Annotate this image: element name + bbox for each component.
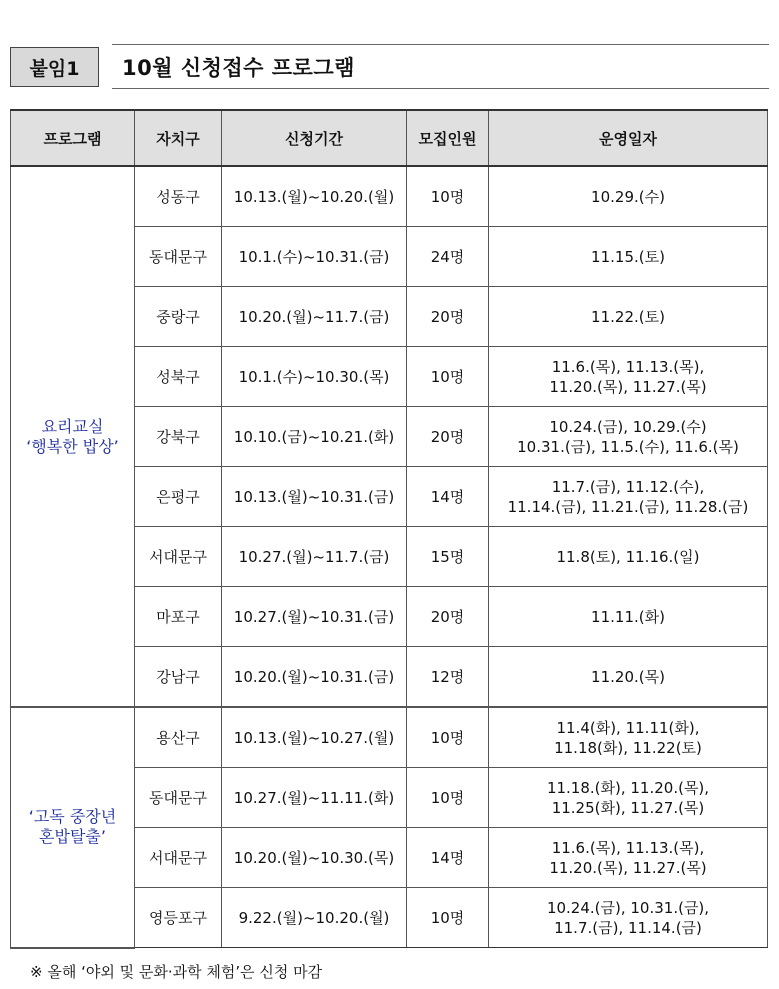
district-cell: 중랑구 bbox=[135, 287, 222, 347]
operation-dates-cell bbox=[489, 166, 768, 227]
column-header-program: 프로그램 bbox=[11, 110, 135, 166]
capacity-cell: 10명 bbox=[407, 347, 489, 407]
table-header-row bbox=[11, 110, 768, 166]
capacity-cell: 14명 bbox=[407, 828, 489, 888]
operation-date-line: 11.18(화), 11.22(토) bbox=[554, 738, 702, 757]
capacity-cell: 20명 bbox=[407, 407, 489, 467]
district-cell: 동대문구 bbox=[135, 768, 222, 828]
application-period-cell: 10.13.(월)~10.31.(금) bbox=[222, 467, 407, 527]
operation-date-line: 11.20.(목), 11.27.(목) bbox=[549, 858, 707, 877]
operation-date-line: 11.4(화), 11.11(화), bbox=[556, 718, 700, 737]
program-name-line: ‘고독 중장년 bbox=[28, 807, 117, 827]
capacity-cell: 10명 bbox=[407, 166, 489, 227]
application-period-cell: 10.27.(월)~11.11.(화) bbox=[222, 768, 407, 828]
title-rule-bottom bbox=[112, 88, 769, 89]
capacity-cell: 24명 bbox=[407, 227, 489, 287]
application-period-cell: 10.20.(월)~10.31.(금) bbox=[222, 647, 407, 708]
table-row bbox=[11, 166, 768, 227]
application-period-cell: 10.20.(월)~10.30.(목) bbox=[222, 828, 407, 888]
capacity-cell: 10명 bbox=[407, 707, 489, 768]
operation-date-line: 11.8(토), 11.16.(일) bbox=[556, 547, 700, 566]
attachment-badge: 붙임1 bbox=[10, 47, 99, 87]
page-title: 10월 신청접수 프로그램 bbox=[122, 56, 355, 80]
operation-date-line: 11.25(화), 11.27.(목) bbox=[551, 798, 705, 817]
operation-dates-cell bbox=[489, 347, 768, 407]
district-cell: 영등포구 bbox=[135, 888, 222, 948]
operation-dates-cell bbox=[489, 467, 768, 527]
operation-date-line: 11.7.(금), 11.14.(금) bbox=[554, 918, 702, 937]
application-period-cell: 10.13.(월)~10.20.(월) bbox=[222, 166, 407, 227]
district-cell: 성북구 bbox=[135, 347, 222, 407]
column-header-capacity: 모집인원 bbox=[407, 110, 489, 166]
program-name-cell bbox=[11, 707, 135, 948]
operation-dates-cell bbox=[489, 888, 768, 948]
operation-dates-cell bbox=[489, 227, 768, 287]
operation-date-line: 10.24.(금), 10.31.(금), bbox=[546, 898, 710, 917]
capacity-cell: 15명 bbox=[407, 527, 489, 587]
operation-date-line: 11.7.(금), 11.12.(수), bbox=[551, 477, 705, 496]
operation-date-line: 10.24.(금), 10.29.(수) bbox=[549, 417, 707, 436]
district-cell: 성동구 bbox=[135, 166, 222, 227]
operation-dates-cell bbox=[489, 647, 768, 708]
operation-date-line: 11.15.(토) bbox=[591, 247, 665, 266]
operation-date-line: 11.20.(목), 11.27.(목) bbox=[549, 377, 707, 396]
table-body bbox=[11, 166, 768, 948]
application-period-cell: 10.1.(수)~10.31.(금) bbox=[222, 227, 407, 287]
operation-date-line: 11.14.(금), 11.21.(금), 11.28.(금) bbox=[507, 497, 749, 516]
application-period-cell: 10.27.(월)~10.31.(금) bbox=[222, 587, 407, 647]
operation-dates-cell bbox=[489, 407, 768, 467]
district-cell: 용산구 bbox=[135, 707, 222, 768]
program-name-line: ‘행복한 밥상’ bbox=[26, 436, 119, 456]
program-name-cell bbox=[11, 166, 135, 707]
application-period-cell: 10.10.(금)~10.21.(화) bbox=[222, 407, 407, 467]
district-cell: 서대문구 bbox=[135, 527, 222, 587]
column-header-district: 자치구 bbox=[135, 110, 222, 166]
application-period-cell: 10.20.(월)~11.7.(금) bbox=[222, 287, 407, 347]
operation-date-line: 11.20.(목) bbox=[591, 667, 665, 686]
operation-dates-cell bbox=[489, 587, 768, 647]
operation-date-line: 10.31.(금), 11.5.(수), 11.6.(목) bbox=[517, 437, 739, 456]
program-name-line: 요리교실 bbox=[41, 416, 104, 436]
operation-dates-cell bbox=[489, 768, 768, 828]
operation-date-line: 11.18.(화), 11.20.(목), bbox=[546, 778, 710, 797]
operation-date-line: 11.6.(목), 11.13.(목), bbox=[551, 357, 705, 376]
district-cell: 강북구 bbox=[135, 407, 222, 467]
application-period-cell: 10.27.(월)~11.7.(금) bbox=[222, 527, 407, 587]
program-name-line: 혼밥탈출’ bbox=[39, 827, 106, 847]
capacity-cell: 20명 bbox=[407, 287, 489, 347]
application-period-cell: 10.13.(월)~10.27.(월) bbox=[222, 707, 407, 768]
capacity-cell: 10명 bbox=[407, 768, 489, 828]
program-schedule-table bbox=[10, 109, 768, 949]
capacity-cell: 10명 bbox=[407, 888, 489, 948]
operation-dates-cell bbox=[489, 287, 768, 347]
application-period-cell: 10.1.(수)~10.30.(목) bbox=[222, 347, 407, 407]
title-rule-top bbox=[112, 44, 769, 45]
column-header-dates: 운영일자 bbox=[489, 110, 768, 166]
district-cell: 강남구 bbox=[135, 647, 222, 708]
capacity-cell: 12명 bbox=[407, 647, 489, 708]
column-header-period: 신청기간 bbox=[222, 110, 407, 166]
district-cell: 은평구 bbox=[135, 467, 222, 527]
district-cell: 서대문구 bbox=[135, 828, 222, 888]
capacity-cell: 14명 bbox=[407, 467, 489, 527]
application-period-cell: 9.22.(월)~10.20.(월) bbox=[222, 888, 407, 948]
operation-date-line: 10.29.(수) bbox=[591, 187, 665, 206]
operation-dates-cell bbox=[489, 527, 768, 587]
table-row bbox=[11, 707, 768, 768]
district-cell: 동대문구 bbox=[135, 227, 222, 287]
capacity-cell: 20명 bbox=[407, 587, 489, 647]
operation-date-line: 11.22.(토) bbox=[591, 307, 665, 326]
operation-dates-cell bbox=[489, 707, 768, 768]
footnote: ※ 올해 ‘야외 및 문화·과학 체험’은 신청 마감 bbox=[30, 963, 323, 981]
district-cell: 마포구 bbox=[135, 587, 222, 647]
operation-date-line: 11.6.(목), 11.13.(목), bbox=[551, 838, 705, 857]
operation-date-line: 11.11.(화) bbox=[591, 607, 665, 626]
operation-dates-cell bbox=[489, 828, 768, 888]
